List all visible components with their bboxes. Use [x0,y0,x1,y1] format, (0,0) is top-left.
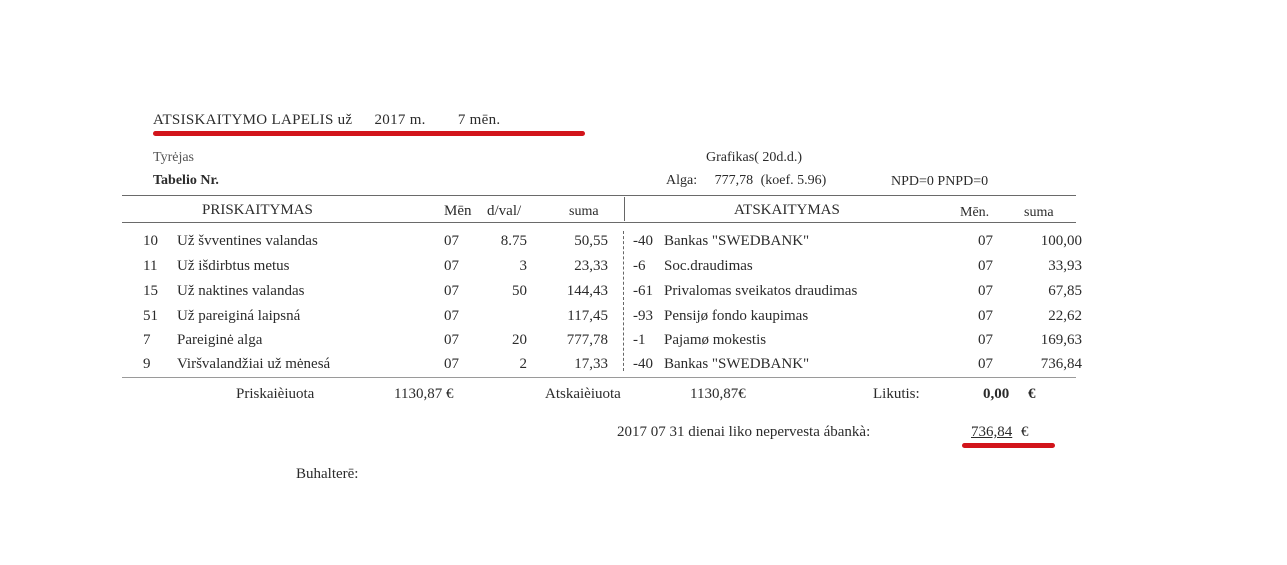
left-header-month: Mēn [444,203,472,219]
title-year: 2017 m. [374,112,426,128]
left-row-sum: 50,55 [574,233,608,249]
right-header-month: Mēn. [960,205,990,220]
right-row-name: Bankas "SWEDBANK" [664,233,810,249]
transfer-currency: € [1021,424,1029,440]
left-row-sum: 23,33 [574,258,608,274]
balance-value: 0,00 [983,386,1010,402]
left-row-month: 07 [444,308,459,324]
salary-label: Alga: [666,173,698,188]
accrued-value: 1130,87 € [394,386,454,402]
left-row-month: 07 [444,233,459,249]
deducted-value: 1130,87€ [690,386,746,402]
left-row-name: Pareiginė alga [177,332,263,348]
left-row-code: 7 [143,332,151,348]
right-row-month: 07 [978,356,993,372]
salary-line [666,173,826,189]
table-bottom-rule [122,377,1076,378]
left-row-name: Už naktines valandas [177,283,305,299]
left-row-days: 50 [512,283,527,299]
title-month: 7 mēn. [457,112,501,128]
right-row-name: Pensijø fondo kaupimas [664,308,809,324]
right-row-sum: 736,84 [1040,356,1082,372]
transfer-value: 736,84 [971,424,1013,440]
right-row-sum: 169,63 [1040,332,1082,348]
left-header-title: PRISKAITYMAS [202,202,313,218]
left-row-code: 9 [143,356,151,372]
table-header-rule [122,222,1076,223]
left-header-days: d/val/ [487,203,522,219]
right-row-month: 07 [978,332,993,348]
left-row-sum: 777,78 [566,332,608,348]
right-row-code: -61 [633,283,653,299]
table-center-divider [624,197,625,221]
right-row-code: -40 [633,233,653,249]
balance-currency: € [1028,386,1036,402]
right-header-sum: suma [1024,205,1054,220]
tabelio-label: Tabelio Nr. [153,173,219,188]
salary-value: 777,78 [714,173,754,188]
left-row-month: 07 [444,332,459,348]
section-divider [623,231,624,371]
left-row-name: Už švventines valandas [177,233,318,249]
deducted-label: Atskaièiuota [545,386,621,402]
transfer-underline-highlight [962,443,1055,448]
right-row-code: -6 [633,258,646,274]
left-row-name: Už išdirbtus metus [177,258,290,274]
left-row-sum: 117,45 [567,308,608,324]
right-row-sum: 33,93 [1048,258,1082,274]
accrued-label: Priskaièiuota [236,386,315,402]
left-row-sum: 144,43 [566,283,608,299]
right-row-name: Bankas "SWEDBANK" [664,356,810,372]
right-row-sum: 67,85 [1048,283,1082,299]
schedule-text: Grafikas( 20d.d.) [706,150,803,165]
right-row-code: -93 [633,308,653,324]
right-row-code: -40 [633,356,653,372]
left-row-code: 15 [143,283,158,299]
npd-text: NPD=0 PNPD=0 [891,174,989,189]
balance-label: Likutis: [873,386,920,402]
right-row-name: Soc.draudimas [664,258,753,274]
table-top-rule [122,195,1076,196]
left-row-month: 07 [444,283,459,299]
document-title [153,112,500,129]
employer-label: Tyrėjas [153,150,195,165]
left-row-sum: 17,33 [574,356,608,372]
right-row-month: 07 [978,308,993,324]
right-row-month: 07 [978,283,993,299]
title-prefix: ATSISKAITYMO LAPELIS už [153,112,353,128]
right-row-month: 07 [978,233,993,249]
left-row-month: 07 [444,356,459,372]
left-row-code: 51 [143,308,158,324]
left-row-code: 11 [143,258,158,274]
right-row-sum: 100,00 [1040,233,1082,249]
left-row-code: 10 [143,233,158,249]
left-row-days: 20 [512,332,527,348]
right-row-code: -1 [633,332,646,348]
left-row-days: 3 [519,258,527,274]
coef-text: (koef. 5.96) [760,173,827,188]
transfer-text: 2017 07 31 dienai liko nepervesta ábankà: [617,424,871,440]
right-row-sum: 22,62 [1048,308,1082,324]
left-row-month: 07 [444,258,459,274]
right-header-title: ATSKAITYMAS [734,202,840,218]
left-header-sum: suma [569,204,599,219]
right-row-name: Privalomas sveikatos draudimas [664,283,858,299]
left-row-name: Už pareiginá laipsná [177,308,301,324]
left-row-days: 8.75 [500,233,527,249]
accountant-label: Buhalterē: [296,466,359,482]
left-row-days: 2 [519,356,527,372]
left-row-name: Viršvalandžiai už mėnesá [177,356,331,372]
right-row-name: Pajamø mokestis [664,332,767,348]
right-row-month: 07 [978,258,993,274]
title-underline-highlight [153,131,585,136]
